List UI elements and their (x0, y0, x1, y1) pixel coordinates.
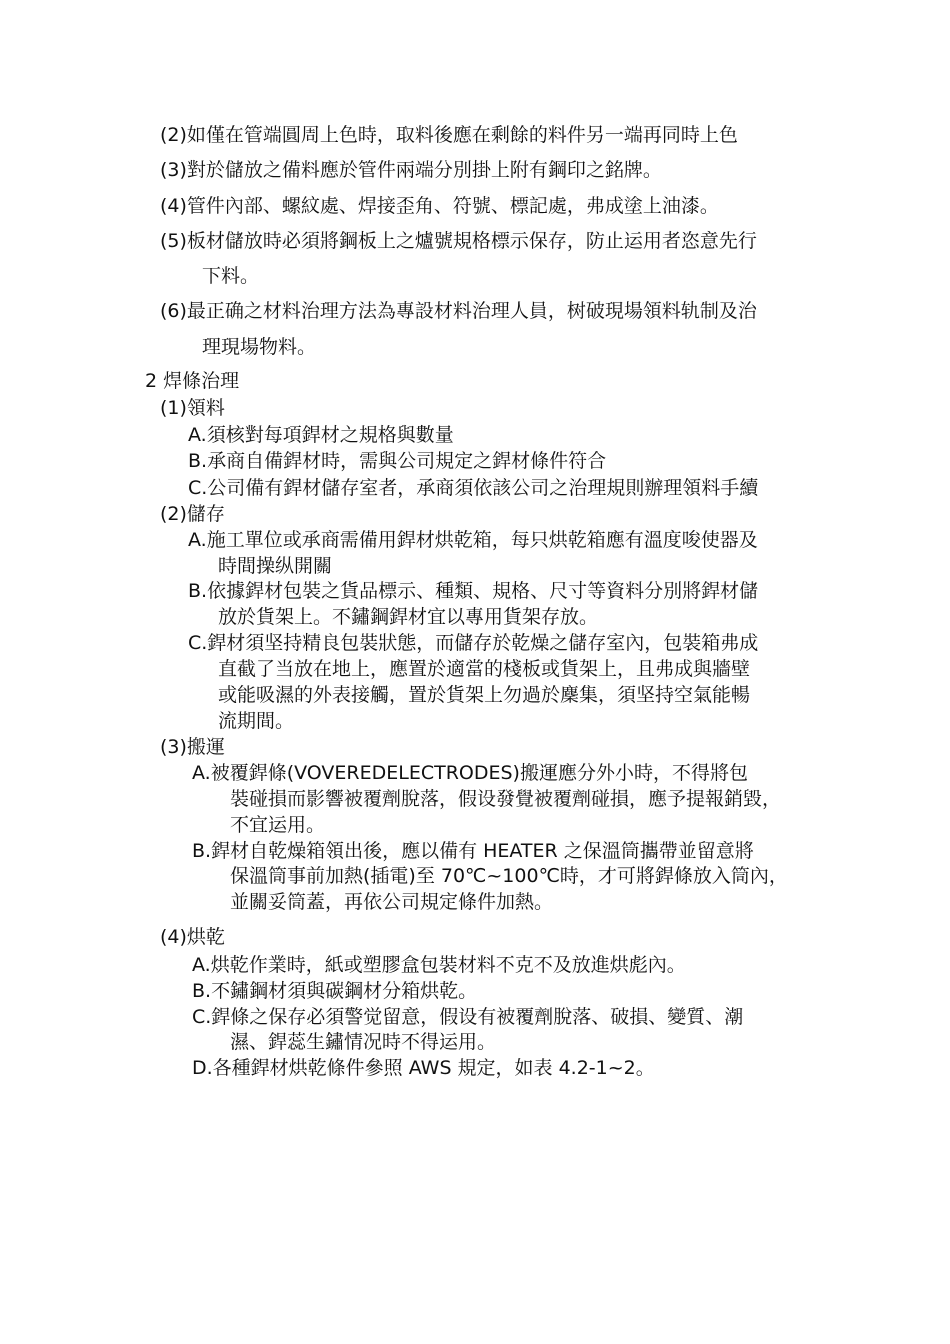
list-item: C.銲材須坚持精良包裝狀態，而儲存於乾燥之儲存室內，包裝箱弗成 (188, 632, 759, 654)
list-item-continuation: 直截了当放在地上，應置於適當的棧板或貨架上，且弗成與牆壁 (218, 658, 751, 680)
list-item: A.被覆銲條(VOVEREDELECTRODES)搬運應分外小時，不得將包 (192, 762, 748, 784)
list-item-continuation: 流期間。 (218, 710, 295, 732)
list-item: A.須核對每項銲材之規格與數量 (188, 424, 454, 446)
list-item: B.不鏽鋼材須與碳鋼材分箱烘乾。 (192, 980, 478, 1002)
subsection-title: (4)烘乾 (160, 926, 225, 948)
list-item: B.依據銲材包裝之貨品標示、種類、規格、尺寸等資料分別將銲材儲 (188, 580, 759, 602)
paragraph-line: 下料。 (202, 265, 260, 287)
list-item-continuation: 濕、銲蕊生鏽情况時不得运用。 (230, 1031, 497, 1053)
list-item-continuation: 並關妥筒蓋，再依公司規定條件加熱。 (230, 891, 554, 913)
subsection-title: (1)領料 (160, 397, 225, 419)
list-item: D.各種銲材烘乾條件參照 AWS 規定，如表 4.2-1~2。 (192, 1057, 655, 1079)
list-item: B.承商自備銲材時，需與公司規定之銲材條件符合 (188, 450, 607, 472)
list-item-continuation: 不宜运用。 (230, 814, 326, 836)
paragraph-line: (3)對於儲放之備料應於管件兩端分別掛上附有鋼印之銘牌。 (160, 159, 662, 181)
paragraph-line: 理現場物料。 (202, 336, 317, 358)
list-item-continuation: 保溫筒事前加熱(插電)至 70℃~100℃時，才可將銲條放入筒內， (230, 865, 788, 887)
paragraph-line: (5)板材儲放時必須將鋼板上之爐號規格標示保存，防止运用者恣意先行 (160, 230, 757, 252)
list-item: B.銲材自乾燥箱領出後，應以備有 HEATER 之保溫筒攜帶並留意將 (192, 840, 754, 862)
list-item-continuation: 或能吸濕的外表接觸，置於貨架上勿過於麇集，須坚持空氣能暢 (218, 684, 751, 706)
subsection-title: (3)搬運 (160, 736, 225, 758)
paragraph-line: (6)最正确之材料治理方法為專設材料治理人員，树破現場領料轨制及治 (160, 300, 757, 322)
list-item: A.烘乾作業時，紙或塑膠盒包裝材料不克不及放進烘彪內。 (192, 954, 686, 976)
list-item-continuation: 放於貨架上。不鏽鋼銲材宜以專用貨架存放。 (218, 606, 599, 628)
paragraph-line: (4)管件內部、螺紋處、焊接歪角、符號、標記處，弗成塗上油漆。 (160, 195, 719, 217)
list-item: A.施工單位或承商需備用銲材烘乾箱，每只烘乾箱應有溫度唆使器及 (188, 529, 758, 551)
list-item: C.公司備有銲材儲存室者，承商須依該公司之治理規則辦理領料手續 (188, 477, 759, 499)
list-item-continuation: 時間操纵開關 (218, 555, 333, 577)
subsection-title: (2)儲存 (160, 503, 225, 525)
list-item-continuation: 裝碰損而影響被覆劑脫落，假设發覺被覆劑碰損，應予提報銷毀， (230, 788, 782, 810)
list-item: C.銲條之保存必須警觉留意，假设有被覆劑脫落、破損、變質、潮 (192, 1006, 744, 1028)
paragraph-line: (2)如僅在管端圓周上色時，取料後應在剩餘的料件另一端再同時上色 (160, 124, 738, 146)
section-heading: 2 焊條治理 (145, 370, 240, 392)
